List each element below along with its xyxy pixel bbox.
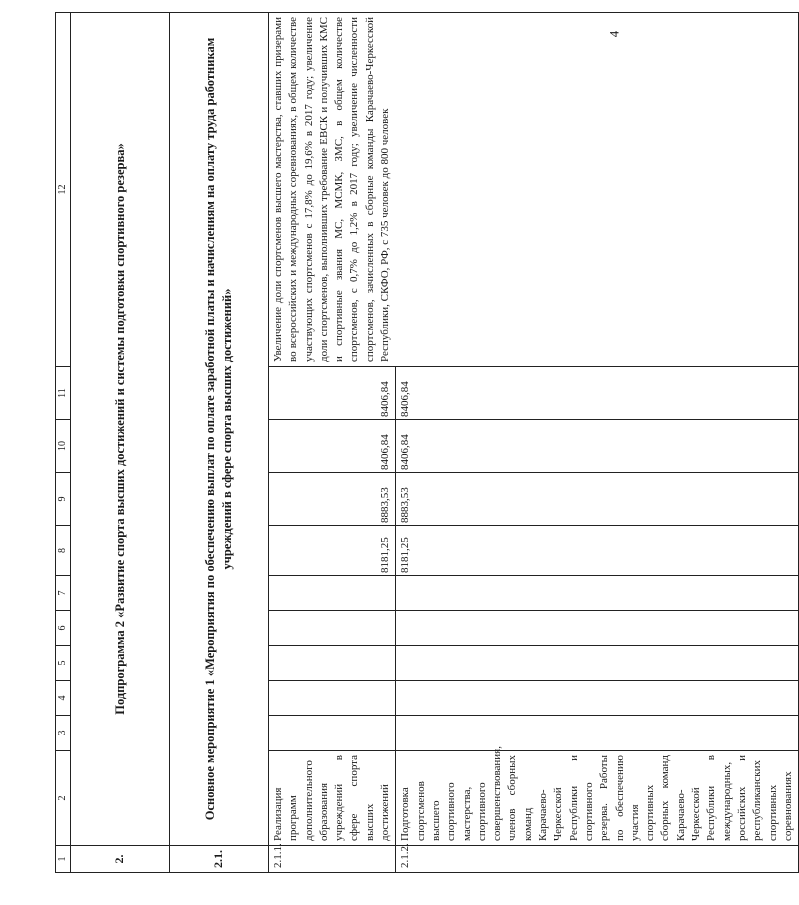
header-cell: 1	[56, 846, 71, 873]
value-cell	[396, 681, 799, 716]
header-cell: 11	[56, 367, 71, 420]
program-table	[55, 12, 799, 873]
value-cell: 8883,53	[269, 473, 396, 526]
header-cell: 8	[56, 526, 71, 576]
header-cell: 6	[56, 611, 71, 646]
value-cell	[396, 716, 799, 751]
rotated-table-container	[55, 13, 794, 873]
subprogram-number: 2.	[71, 846, 170, 873]
value-cell	[269, 716, 396, 751]
row-number: 2.1.1.	[269, 846, 396, 873]
header-cell: 3	[56, 716, 71, 751]
value-cell: 8406,84	[396, 367, 799, 420]
page-number: 4	[606, 30, 622, 38]
value-cell	[269, 681, 396, 716]
row-name: Реализация программ дополнительного образования учреждений в сфере спорта высших достижений	[269, 751, 396, 846]
value-cell	[269, 646, 396, 681]
row-name: Подготовка спортсменов высшего спортивного мастерства, спортивного совершенствования, членов сборных команд Карачаево-Черкесской Республики и спортивного резерва. Работы по обеспечению участия спортивных сборных команд Карачаево-Черкесской Республики в международных, российских и республиканских спортивных соревнованиях	[396, 751, 799, 846]
expected-result: Увеличение доли спортсменов высшего мастерства, ставших призерами во всероссийских и международных соревнованиях, в общем количестве участвующих спортсменов с 17,8% до 19,6% в 2017 году; увеличение доли спортсменов, выполнивших требование ЕВСК и получивших КМС и спортивные звания МС, МСМК, ЗМС, в общем количестве спортсменов, с 0,7% до 1,2% в 2017 году; увеличение численности спортсменов, зачисленных в сборные команды Карачаево-Черкесской Республики, СКФО, РФ, с 735 человек до 800 человек	[269, 13, 799, 367]
value-cell: 8883,53	[396, 473, 799, 526]
table-row	[269, 13, 396, 873]
value-cell: 8406,84	[269, 420, 396, 473]
value-cell: 8181,25	[269, 526, 396, 576]
header-cell: 2	[56, 751, 71, 846]
value-cell	[396, 646, 799, 681]
value-cell	[396, 611, 799, 646]
main-event-title: Основное мероприятие 1 «Мероприятия по обеспечению выплат по оплате заработной платы и начислениям на оплату труда работникам учреждений в сфере спорта высших достижений»	[170, 13, 269, 846]
header-cell: 7	[56, 576, 71, 611]
header-cell: 5	[56, 646, 71, 681]
subprogram-row	[71, 13, 170, 873]
row-number: 2.1.2.	[396, 846, 799, 873]
value-cell: 8181,25	[396, 526, 799, 576]
value-cell	[396, 576, 799, 611]
header-cell: 9	[56, 473, 71, 526]
header-cell: 12	[56, 13, 71, 367]
header-cell: 10	[56, 420, 71, 473]
main-event-row	[170, 13, 269, 873]
value-cell	[269, 576, 396, 611]
value-cell: 8406,84	[269, 367, 396, 420]
value-cell	[269, 611, 396, 646]
main-event-number: 2.1.	[170, 846, 269, 873]
header-cell: 4	[56, 681, 71, 716]
value-cell: 8406,84	[396, 420, 799, 473]
header-row	[56, 13, 71, 873]
subprogram-title: Подпрограмма 2 «Развитие спорта высших достижений и системы подготовки спортивного резерва»	[71, 13, 170, 846]
